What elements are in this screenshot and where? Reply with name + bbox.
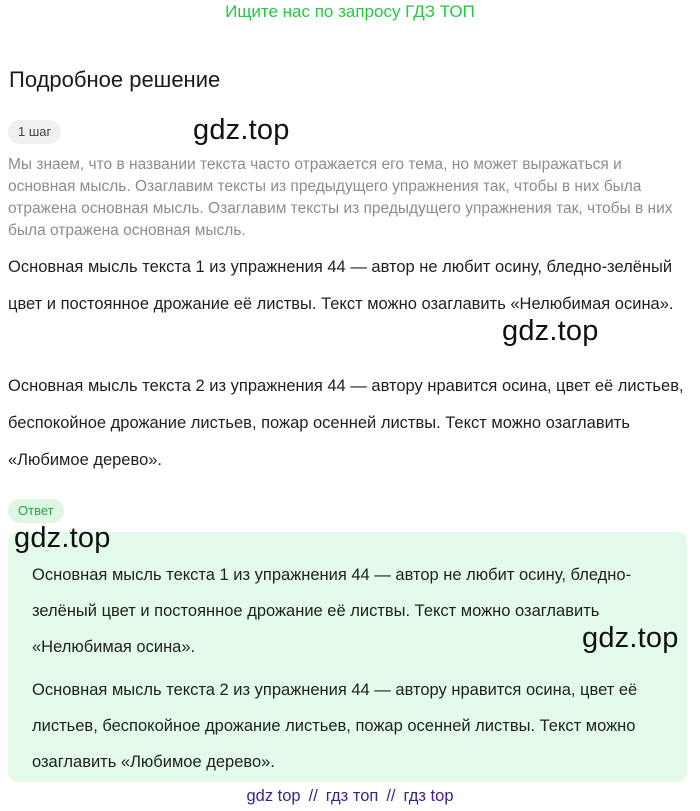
footer-link-gdz-top-mixed[interactable]: гдз top [403,787,454,805]
solution-paragraph-2: Основная мысль текста 2 из упражнения 44 — автору нравится осина, цвет её листьев, беспокойное дрожание листьев, пожар осенней листвы. Текст можно озаглавить «Любимое дерево». [8,377,684,469]
answer-paragraph-1: Основная мысль текста 1 из упражнения 44 — автор не любит осину, бледно-зелёный цвет и постоянное дрожание её листвы. Текст можно озаглавить «Нелюбимая осина». [32,566,632,656]
solution-paragraph-1: Основная мысль текста 1 из упражнения 44 — автор не любит осину, бледно-зелёный цвет и постоянное дрожание её листвы. Текст можно озаглавить «Нелюбимая осина». [8,258,674,313]
section-title: Подробное решение [9,67,221,92]
watermark: gdz.top [582,622,679,654]
answer-badge: Ответ [8,499,64,523]
footer-links [0,785,700,807]
top-banner: Ищите нас по запросу ГДЗ ТОП [225,2,475,21]
watermark: gdz.top [14,522,111,554]
footer-link-gdz-top[interactable]: gdz top [246,787,301,805]
watermark: gdz.top [502,315,599,347]
footer-link-gdz-top-cyrillic[interactable]: гдз топ [325,787,379,805]
answer-paragraph-2: Основная мысль текста 2 из упражнения 44 — автору нравится осина, цвет её листьев, беспокойное дрожание листьев, пожар осенней листвы. Текст можно озаглавить «Любимое дерево». [32,681,638,771]
watermark: gdz.top [193,114,290,146]
step-badge: 1 шаг [8,120,61,144]
intro-text: Мы знаем, что в названии текста часто отражается его тема, но может выражаться и основная мысль. Озаглавим тексты из предыдущего упражнения так, чтобы в них была отражена основная мысль. Озаглавим тексты из предыдущего упражнения так, чтобы в них была отражена основная мысль. [8,156,673,239]
footer-separator: // [308,787,318,805]
footer-separator: // [386,787,396,805]
